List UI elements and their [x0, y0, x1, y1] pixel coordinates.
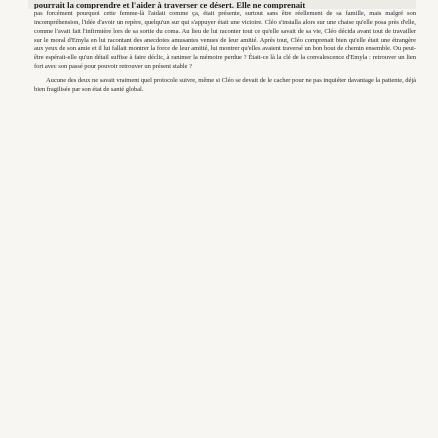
- partial-top-line: pourrait la comprendre et l'aider à traverser ce désert. Elle ne comprenait: [28, 0, 416, 9]
- paragraph-2: Aucune des deux ne savait vraiment quel protocole suivre, même si Cléo se devait de le cacher pour ne pas inquiéter davantage la patiente, déjà bien fragilisée par son état de santé global.: [34, 76, 416, 93]
- paragraph-1: pas forcément pourquoi cette femme-là l'aidait comme ça, était présente, surtout sans être réellement de sa famille, mais malgré son incompréhension, l'idée d'avoir un repère, quelqu'un sur qui s'appuyer était une victoire. Cléo s'installa alors sur une chaise qu'elle posa près d'elle, comme l'avait fait l'infirmière lors de sa sortie du coma. Au lieu de lui raconter tout ce qu'elle savait de sa vie, Cléo décida avant tout de travailler sur le moral d'Emyla en lui racontant des anecdotes amusantes venues de leur amitié. Après tout, Cléo comprenait bien qu'elle était une étrangère aux yeux de son amie et il lui fallait montrer la force de leur amitié, lui montrer qu'elles avaient traversé un bon bout de chemin ensemble. Ou peut-être espérait-elle qu'un détail suffise à faire déclic, à ranimer la mémoire perdue ? Était-ce là la clé de la convalescence d'Emyla : retrouver un lien fort avec son passé pour pouvoir retrouver un présent stable ?: [34, 10, 416, 71]
